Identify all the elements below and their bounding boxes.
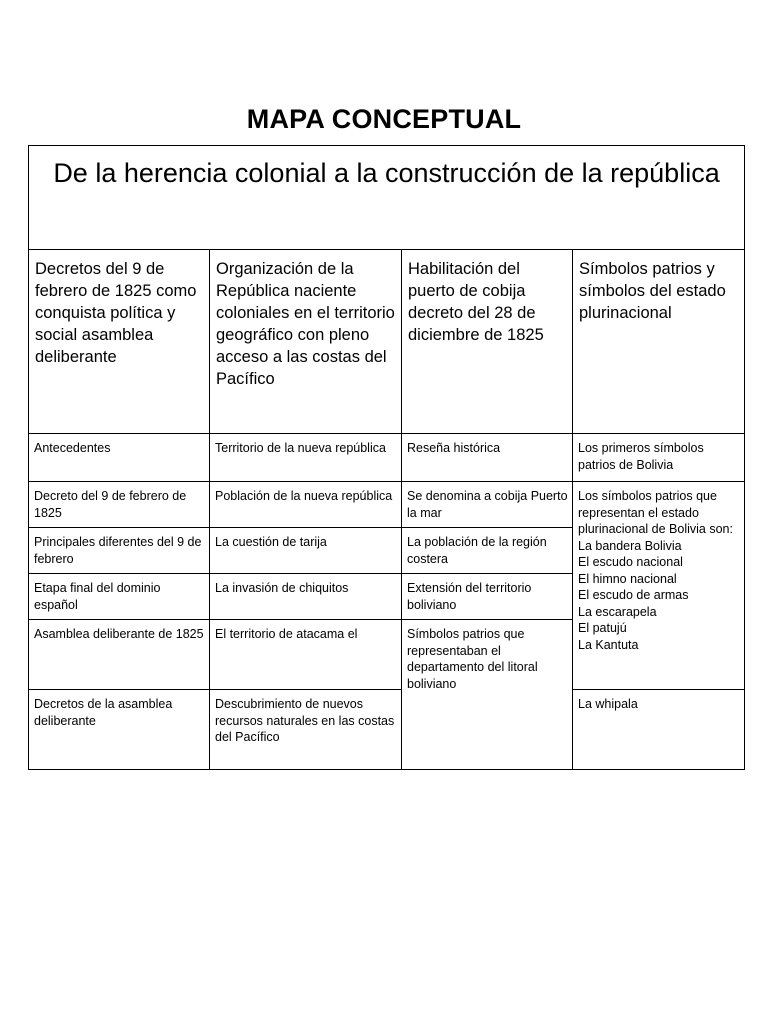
table-cell: La invasión de chiquitos [210, 574, 402, 620]
table-cell: El territorio de atacama el [210, 620, 402, 690]
table-cell: La whipala [573, 690, 745, 770]
table-cell: Descubrimiento de nuevos recursos naturales en las costas del Pacífico [210, 690, 402, 770]
page-title: MAPA CONCEPTUAL [246, 104, 522, 134]
table-cell: Decreto del 9 de febrero de 1825 [29, 482, 210, 528]
table-cell: Principales diferentes del 9 de febrero [29, 528, 210, 574]
table-cell: Extensión del territorio boliviano [402, 574, 573, 620]
table-cell: Territorio de la nueva república [210, 434, 402, 482]
table-row [29, 690, 745, 770]
table-row [29, 434, 745, 482]
map-header: De la herencia colonial a la construcción de la república [29, 146, 745, 250]
table-cell: Los símbolos patrios que representan el estado plurinacional de Bolivia son: La bandera Bolivia El escudo nacional El himno nacional El escudo de armas La escarapela El patujú La Kantuta [573, 482, 745, 690]
table-row [29, 482, 745, 528]
table-cell: Decretos de la asamblea deliberante [29, 690, 210, 770]
table-cell: La población de la región costera [402, 528, 573, 574]
table-cell: Asamblea deliberante de 1825 [29, 620, 210, 690]
table-cell: Símbolos patrios que representaban el departamento del litoral boliviano [402, 620, 573, 770]
table-cell: Antecedentes [29, 434, 210, 482]
table-cell: Los primeros símbolos patrios de Bolivia [573, 434, 745, 482]
topics-row [29, 250, 745, 434]
table-cell: La cuestión de tarija [210, 528, 402, 574]
topic-cell: Habilitación del puerto de cobija decreto del 28 de diciembre de 1825 [402, 250, 573, 434]
topic-cell: Decretos del 9 de febrero de 1825 como conquista política y social asamblea deliberante [29, 250, 210, 434]
table-cell: Se denomina a cobija Puerto la mar [402, 482, 573, 528]
table-cell: Reseña histórica [402, 434, 573, 482]
topic-cell: Organización de la República naciente coloniales en el territorio geográfico con pleno acceso a las costas del Pacífico [210, 250, 402, 434]
table-cell: Etapa final del dominio español [29, 574, 210, 620]
topic-cell: Símbolos patrios y símbolos del estado plurinacional [573, 250, 745, 434]
table-cell: Población de la nueva república [210, 482, 402, 528]
header-row [29, 146, 745, 250]
concept-map-table [28, 145, 745, 770]
